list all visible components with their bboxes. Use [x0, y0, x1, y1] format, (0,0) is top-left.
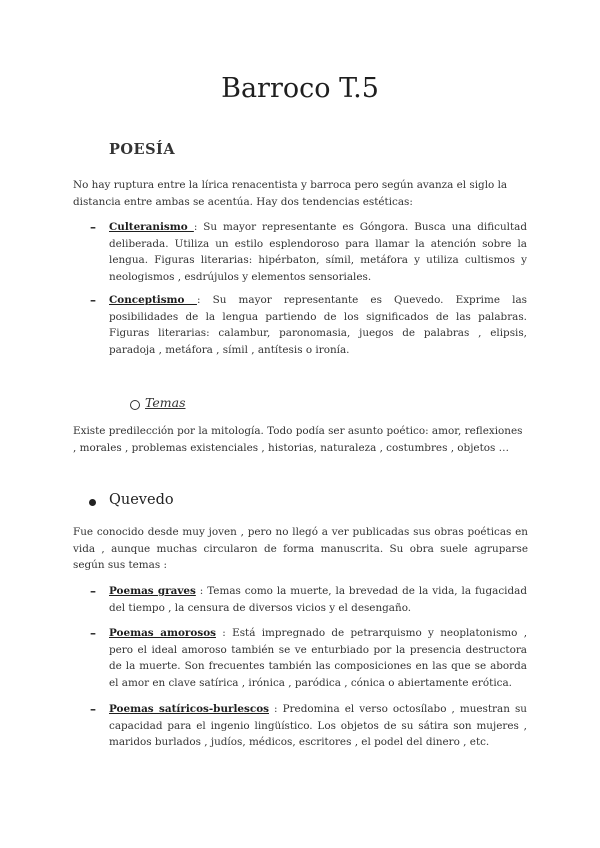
list-item-poemas-graves	[109, 583, 527, 616]
dash-bullet: –	[90, 626, 96, 640]
list-item-conceptismo	[109, 292, 527, 358]
document-title: Barroco T.5	[221, 73, 379, 104]
section-heading-poesia: POESÍA	[109, 141, 176, 158]
quevedo-intro-paragraph: Fue conocido desde muy joven , pero no llegó a ver publicadas sus obras poéticas en vida , aunque muchas circularon de forma manuscrita. Su obra suele agruparse según sus temas :	[73, 526, 528, 571]
temas-paragraph: Existe predilección por la mitología. Todo podía ser asunto poético: amor, reflexiones , morales , problemas existenciales , historias, naturaleza , costumbres , objetos …	[73, 425, 523, 454]
poesia-intro-paragraph: No hay ruptura entre la lírica renacentista y barroca pero según avanza el siglo la distancia entre ambas se acentúa. Hay dos tendencias estéticas:	[73, 179, 508, 208]
term-label: Culteranismo	[109, 221, 194, 233]
dash-bullet: –	[90, 702, 96, 716]
list-item-culteranismo	[109, 219, 527, 285]
term-label: Poemas graves	[109, 585, 196, 597]
dash-bullet: –	[90, 220, 96, 234]
dash-bullet: –	[90, 293, 96, 307]
term-label: Poemas amorosos	[109, 627, 216, 639]
list-item-poemas-satiricos-burlescos	[109, 701, 527, 751]
item-text: : Temas como la muerte, la brevedad de la vida, la fugacidad del tiempo , la censura de diversos vicios y el desengaño.	[109, 585, 527, 614]
disc-bullet-icon	[89, 499, 96, 506]
item-text: : Su mayor representante es Góngora. Busca una dificultad deliberada. Utiliza un estilo esplendoroso para llamar la atención sobre la lengua. Figuras literarias: hipérbaton, símil, metáfora y utiliza cultismos y neologismos , esdrújulos y elementos sensoriales.	[109, 221, 527, 283]
section-heading-temas: Temas	[145, 395, 186, 410]
item-text: : Su mayor representante es Quevedo. Exprime las posibilidades de la lengua partiendo de los significados de las palabras. Figuras literarias: calambur, paronomasia, juegos de palabras , elipsis, paradoja , metáfora , símil , antítesis o ironía.	[109, 294, 527, 356]
dash-bullet: –	[90, 584, 96, 598]
circle-bullet-icon	[130, 400, 140, 410]
list-item-poemas-amorosos	[109, 625, 527, 691]
item-text: : Está impregnado de petrarquismo y neoplatonismo , pero el ideal amoroso también se ve enturbiado por la presencia destructora de la muerte. Son frecuentes también las composiciones en las que se aborda el amor en clave satírica , irónica , paródica , cónica o abiertamente erótica.	[109, 627, 527, 689]
term-label: Conceptismo	[109, 294, 197, 306]
term-label: Poemas satíricos-burlescos	[109, 703, 269, 715]
item-text: : Predomina el verso octosílabo , muestran su capacidad para el ingenio lingüístico. Los objetos de su sátira son mujeres , maridos burlados , judíos, médicos, escritores , el podel del dinero , etc.	[109, 703, 527, 748]
section-heading-quevedo: Quevedo	[109, 492, 174, 508]
